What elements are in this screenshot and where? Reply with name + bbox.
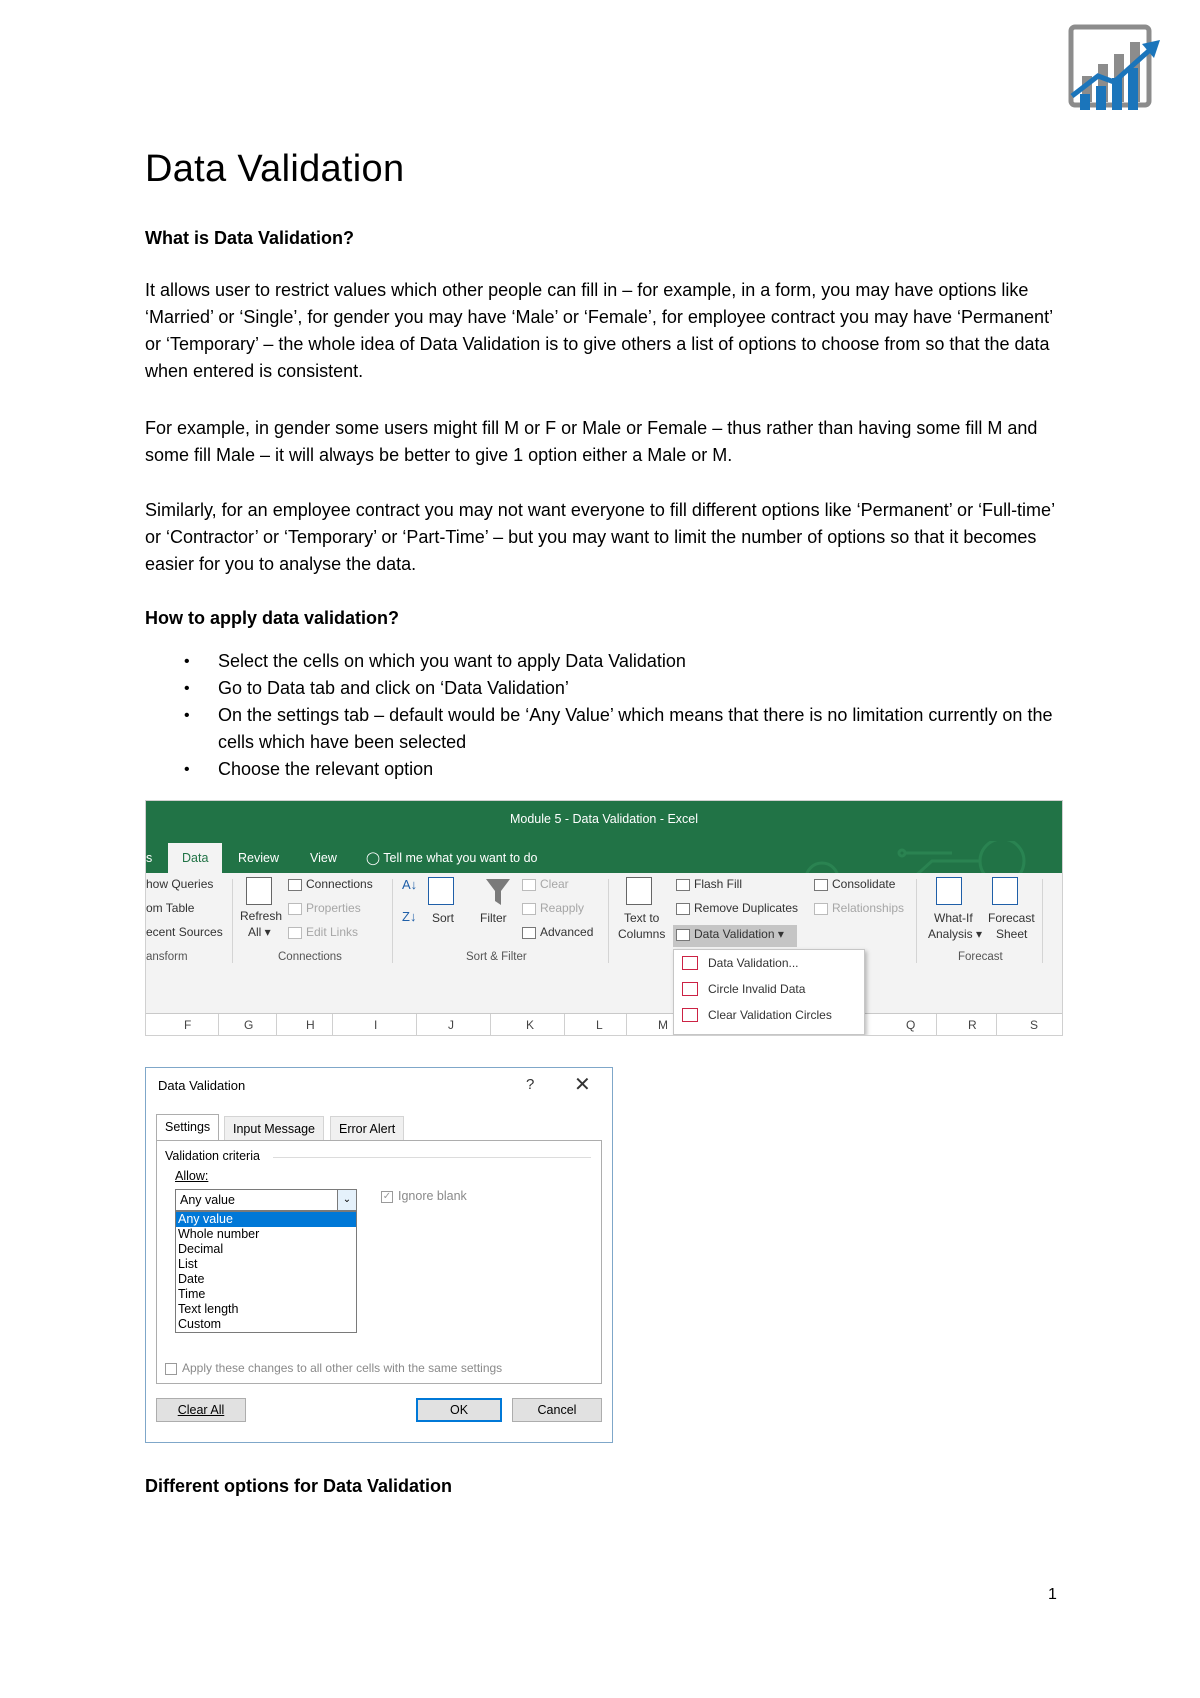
- clear-filter-button[interactable]: Clear: [522, 877, 569, 891]
- settings-panel: [156, 1140, 602, 1384]
- page-number: 1: [1048, 1586, 1057, 1603]
- tab-review[interactable]: Review: [238, 851, 279, 865]
- allow-select[interactable]: Any value ⌄: [175, 1189, 357, 1211]
- group-label-sort-filter: Sort & Filter: [466, 951, 527, 963]
- what-if-button[interactable]: What-If: [934, 911, 973, 925]
- help-icon[interactable]: ?: [526, 1076, 535, 1093]
- list-item[interactable]: Text length: [178, 1302, 239, 1316]
- allow-label: Allow:: [175, 1169, 209, 1183]
- list-item[interactable]: List: [178, 1257, 198, 1271]
- flash-fill-button[interactable]: Flash Fill: [676, 877, 742, 891]
- tab-settings[interactable]: Settings: [156, 1114, 219, 1141]
- clear-all-button[interactable]: Clear All: [156, 1398, 246, 1422]
- column-header[interactable]: G: [244, 1018, 254, 1032]
- sort-az-icon[interactable]: A↓: [402, 877, 418, 892]
- flash-fill-icon: [676, 879, 690, 891]
- clear-circles-icon: [682, 1008, 698, 1022]
- company-logo: [1068, 24, 1162, 112]
- reapply-button[interactable]: Reapply: [522, 901, 584, 915]
- data-validation-dialog: [145, 1067, 613, 1443]
- advanced-filter-icon: [522, 927, 536, 939]
- column-header[interactable]: M: [658, 1018, 668, 1032]
- clear-filter-icon: [522, 879, 536, 891]
- list-item[interactable]: Any value: [176, 1212, 356, 1227]
- what-if-dropdown[interactable]: Analysis ▾: [928, 927, 983, 941]
- excel-ribbon-screenshot: [145, 800, 1063, 1036]
- chevron-down-icon[interactable]: ⌄: [337, 1190, 356, 1210]
- circle-invalid-icon: [682, 982, 698, 996]
- filter-button[interactable]: Filter: [480, 911, 507, 925]
- forecast-sheet-label: Sheet: [996, 927, 1028, 941]
- relationships-icon: [814, 903, 828, 915]
- relationships-button[interactable]: Relationships: [814, 901, 904, 915]
- sort-button[interactable]: Sort: [432, 911, 455, 925]
- ribbon-body: [146, 873, 1062, 967]
- list-item[interactable]: Custom: [178, 1317, 222, 1331]
- list-item: • Go to Data tab and click on ‘Data Validation’: [180, 675, 1060, 702]
- group-separator: [392, 879, 393, 963]
- ignore-blank-checkbox[interactable]: ✓ Ignore blank: [382, 1189, 467, 1203]
- list-item: • Choose the relevant option: [180, 756, 1060, 783]
- dialog-title: Data Validation: [158, 1078, 246, 1093]
- group-separator: [916, 879, 917, 963]
- group-label-forecast: Forecast: [958, 951, 1003, 963]
- connections-button[interactable]: Connections: [288, 877, 373, 891]
- consolidate-icon: [814, 879, 828, 891]
- data-validation-dropdown-menu: [673, 949, 865, 1035]
- remove-duplicates-icon: [676, 903, 690, 915]
- validation-criteria-label: Validation criteria: [165, 1149, 260, 1163]
- consolidate-button[interactable]: Consolidate: [814, 877, 895, 891]
- recent-sources-button[interactable]: ecent Sources: [146, 925, 223, 939]
- data-validation-icon: [682, 956, 698, 970]
- column-header[interactable]: H: [306, 1018, 315, 1032]
- refresh-all-button[interactable]: Refresh: [240, 909, 283, 923]
- window-title: Module 5 - Data Validation - Excel: [146, 801, 1062, 837]
- lightbulb-icon: ◯: [366, 851, 380, 865]
- properties-icon: [288, 903, 302, 915]
- group-label-connections: Connections: [278, 951, 342, 963]
- paragraph-gender-example: For example, in gender some users might fill M or F or Male or Female – thus rather than having some fill M and some fill Male – it will always be better to give 1 option either a Male or M.: [145, 418, 1038, 465]
- connections-icon: [288, 879, 302, 891]
- remove-duplicates-button[interactable]: Remove Duplicates: [676, 901, 798, 915]
- edit-links-icon: [288, 927, 302, 939]
- paragraph-intro: It allows user to restrict values which other people can fill in – for example, in a form, you may have options like ‘Married’ or ‘Single’, for gender you may have ‘Male’ or ‘Female’, for employee contract you may have ‘Permanent’ or ‘Temporary’ – the whole idea of Data Validation is to give others a list of options to choose from so that the data when entered is consistent.: [145, 280, 1053, 381]
- list-item[interactable]: Whole number: [178, 1227, 260, 1241]
- reapply-icon: [522, 903, 536, 915]
- forecast-sheet-icon: [992, 877, 1018, 905]
- column-header[interactable]: K: [526, 1018, 535, 1032]
- column-header-row: [146, 1013, 1062, 1036]
- menu-item-data-validation[interactable]: Data Validation...: [708, 956, 799, 970]
- menu-item-clear-circles[interactable]: Clear Validation Circles: [708, 1008, 832, 1022]
- text-to-columns-button[interactable]: Text to: [624, 911, 660, 925]
- section-heading-options: Different options for Data Validation: [145, 1476, 453, 1496]
- sort-dialog-icon: [428, 877, 454, 905]
- filter-icon: [484, 877, 512, 907]
- column-header[interactable]: F: [184, 1018, 192, 1032]
- section-heading-how: How to apply data validation?: [145, 608, 400, 628]
- allow-options-list: [175, 1211, 357, 1333]
- list-item[interactable]: Time: [178, 1287, 206, 1301]
- refresh-all-dropdown[interactable]: All ▾: [248, 925, 271, 939]
- bullet-icon: •: [184, 707, 190, 724]
- tab-input-message[interactable]: Input Message: [224, 1116, 324, 1141]
- sort-za-icon[interactable]: Z↓: [402, 909, 417, 924]
- list-item[interactable]: Date: [178, 1272, 205, 1286]
- advanced-filter-button[interactable]: Advanced: [522, 925, 593, 939]
- bullet-icon: •: [184, 653, 190, 670]
- paragraph-contract-example: Similarly, for an employee contract you may not want everyone to fill different options like ‘Permanent’ or ‘Full-time’ or ‘Contractor’ or ‘Temporary’ or ‘Part-Time’ – but you may want to limit the number of options so that it becomes easier for you to analyse the data.: [145, 500, 1055, 574]
- tell-me-box[interactable]: ◯ Tell me what you want to do: [366, 851, 538, 865]
- section-heading-what: What is Data Validation?: [145, 228, 355, 248]
- tab-view[interactable]: View: [310, 851, 337, 865]
- text-to-columns-label: Columns: [618, 927, 666, 941]
- group-label-transform: ansform: [146, 951, 188, 963]
- column-header[interactable]: S: [1030, 1018, 1039, 1032]
- chevron-down-icon: ▾: [777, 927, 784, 941]
- list-item: • Select the cells on which you want to apply Data Validation: [180, 648, 1060, 675]
- ribbon-tab-bar: [146, 837, 1062, 873]
- cancel-button[interactable]: Cancel: [512, 1398, 602, 1422]
- edit-links-button[interactable]: Edit Links: [288, 925, 358, 939]
- list-item: • On the settings tab – default would be ‘Any Value’ which means that there is no limitation currently on the cells which have been selected: [180, 702, 1060, 756]
- menu-item-circle-invalid[interactable]: Circle Invalid Data: [708, 982, 806, 996]
- close-icon[interactable]: ✕: [574, 1074, 591, 1096]
- show-queries-button[interactable]: how Queries: [146, 877, 214, 891]
- forecast-sheet-button[interactable]: Forecast: [988, 911, 1035, 925]
- tab-error-alert[interactable]: Error Alert: [330, 1116, 404, 1141]
- group-separator: [608, 879, 609, 963]
- text-to-columns-icon: [626, 877, 652, 905]
- column-header[interactable]: R: [968, 1018, 977, 1032]
- what-if-icon: [936, 877, 962, 905]
- data-validation-icon: [676, 929, 690, 941]
- properties-button[interactable]: Properties: [288, 901, 361, 915]
- group-separator: [1042, 879, 1043, 963]
- bullet-icon: •: [184, 680, 190, 697]
- tab-partial[interactable]: s: [146, 851, 153, 865]
- tab-data[interactable]: Data: [168, 843, 222, 873]
- bullet-icon: •: [184, 761, 190, 778]
- page-title: Data Validation: [145, 148, 405, 190]
- column-header[interactable]: L: [596, 1018, 603, 1032]
- divider: [273, 1157, 591, 1158]
- list-item[interactable]: Decimal: [178, 1242, 224, 1256]
- steps-list: [180, 648, 1060, 783]
- data-validation-button[interactable]: Data Validation ▾: [676, 927, 784, 941]
- group-separator: [232, 879, 233, 963]
- checkmark-icon: ✓: [382, 1190, 392, 1202]
- column-header[interactable]: Q: [906, 1018, 916, 1032]
- refresh-all-icon: [246, 877, 272, 905]
- column-header[interactable]: J: [448, 1018, 454, 1032]
- ok-button[interactable]: OK: [416, 1398, 502, 1422]
- apply-all-checkbox[interactable]: Apply these changes to all other cells with the same settings: [165, 1361, 502, 1375]
- from-table-button[interactable]: om Table: [146, 901, 195, 915]
- column-header[interactable]: I: [374, 1018, 378, 1032]
- checkbox-icon: [165, 1363, 177, 1375]
